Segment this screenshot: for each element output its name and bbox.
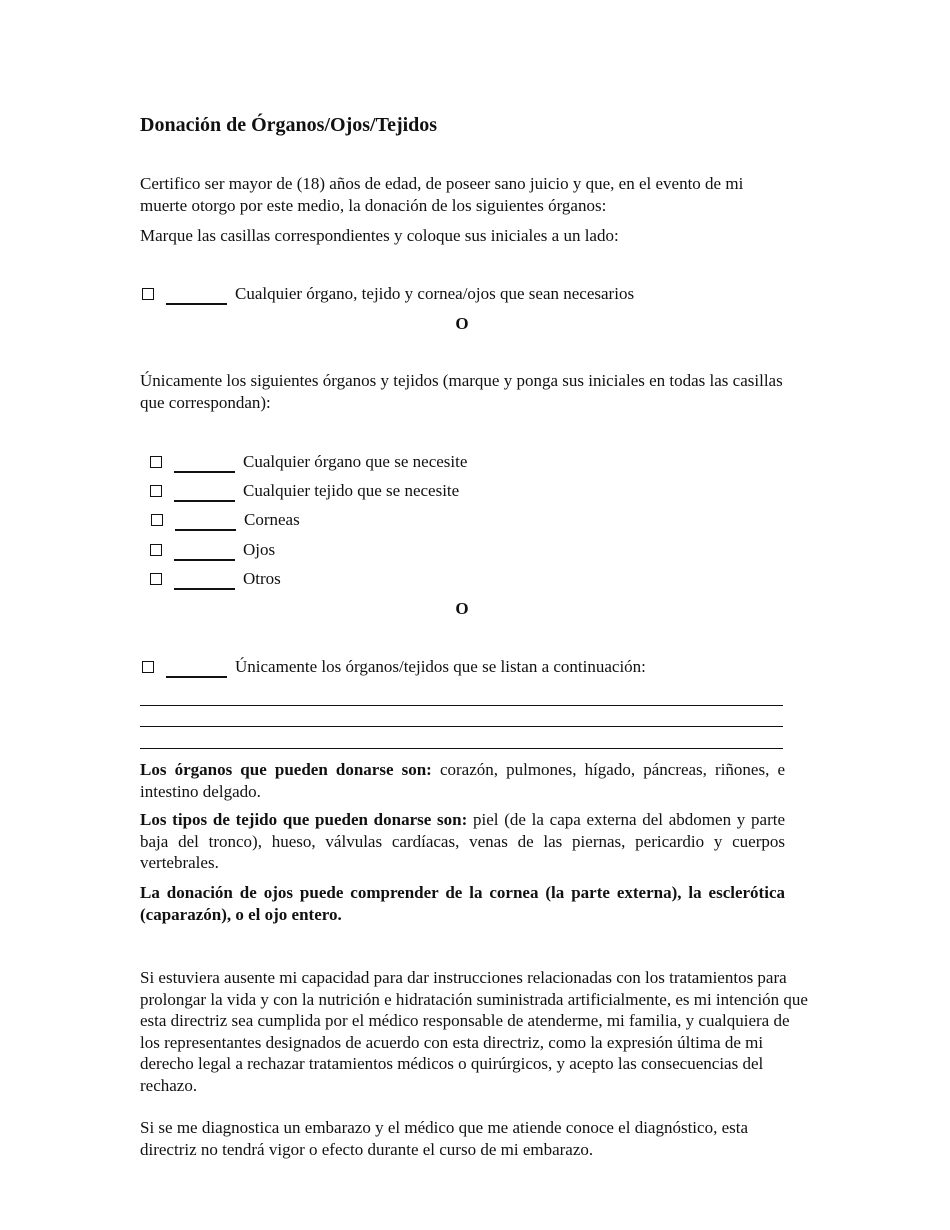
option-listed-row <box>142 656 646 678</box>
organs-text: corazón, pulmones, hígado, páncreas, riñones, e intestino delgado. <box>140 760 785 801</box>
option-any-label: Cualquier órgano, tejido y cornea/ojos que sean necesarios <box>235 284 635 303</box>
initials-field[interactable] <box>174 482 235 502</box>
checklist-item <box>150 539 275 561</box>
checkbox[interactable] <box>151 514 163 526</box>
checkbox-listed[interactable] <box>142 661 154 673</box>
checkbox[interactable] <box>150 485 162 497</box>
checklist-label: Otros <box>243 569 281 588</box>
checklist-item <box>150 568 281 590</box>
initials-field[interactable] <box>174 570 235 590</box>
tissues-text: piel (de la capa externa del abdomen y parte baja del tronco), hueso, válvulas cardíacas, venas de las piernas, pericardio y cuerpos vertebrales. <box>140 810 785 872</box>
eye-donation-paragraph: La donación de ojos puede comprender de la cornea (la parte externa), la esclerótica (caparazón), o el ojo entero. <box>140 883 785 924</box>
initials-field-listed[interactable] <box>166 658 227 678</box>
initials-field-any[interactable] <box>166 285 227 305</box>
listed-organs-line[interactable] <box>140 726 783 727</box>
or-separator: O <box>455 599 469 618</box>
listed-organs-line[interactable] <box>140 705 783 706</box>
checklist-item <box>150 480 459 502</box>
organs-paragraph <box>140 759 785 802</box>
page-title: Donación de Órganos/Ojos/Tejidos <box>140 114 438 136</box>
or-separator: O <box>455 314 469 333</box>
only-following-paragraph: Únicamente los siguientes órganos y tejidos (marque y ponga sus iniciales en todas las casillas que correspondan): <box>140 371 783 412</box>
checkbox[interactable] <box>150 544 162 556</box>
checklist-item <box>151 509 300 531</box>
checklist-label: Cualquier tejido que se necesite <box>243 481 460 500</box>
checklist-item <box>150 451 467 473</box>
tissues-paragraph <box>140 809 785 874</box>
checklist-label: Corneas <box>244 510 300 529</box>
option-listed-label: Únicamente los órganos/tejidos que se listan a continuación: <box>235 657 646 676</box>
checkbox[interactable] <box>150 456 162 468</box>
instruction-paragraph: Marque las casillas correspondientes y coloque sus iniciales a un lado: <box>140 226 619 245</box>
initials-field[interactable] <box>174 541 235 561</box>
option-any-row <box>142 283 634 305</box>
listed-organs-line[interactable] <box>140 748 783 749</box>
checklist-label: Cualquier órgano que se necesite <box>243 452 468 471</box>
initials-field[interactable] <box>174 453 235 473</box>
checklist-label: Ojos <box>243 540 276 559</box>
organs-heading: Los órganos que pueden donarse son: <box>140 760 432 779</box>
checkbox[interactable] <box>150 573 162 585</box>
pregnancy-paragraph: Si se me diagnostica un embarazo y el médico que me atiende conoce el diagnóstico, esta directriz no tendrá vigor o efecto durante el curso de mi embarazo. <box>140 1118 749 1159</box>
certify-paragraph: Certifico ser mayor de (18) años de edad, de poseer sano juicio y que, en el evento de mi muerte otorgo por este medio, la donación de los siguientes órganos: <box>140 174 744 215</box>
checkbox-any[interactable] <box>142 288 154 300</box>
initials-field[interactable] <box>175 511 236 531</box>
tissues-heading: Los tipos de tejido que pueden donarse son: <box>140 810 468 829</box>
directive-paragraph: Si estuviera ausente mi capacidad para dar instrucciones relacionadas con los tratamientos para prolongar la vida y con la nutrición e hidratación suministrada artificialmente, es mi intención que esta directriz sea cumplida por el médico responsable de atenderme, mi familia, y cualquiera de los representantes designados de acuerdo con esta directriz, como la expresión última de mi derecho legal a rechazar tratamientos médicos o quirúrgicos, y acepto las consecuencias del rechazo. <box>140 968 808 1095</box>
